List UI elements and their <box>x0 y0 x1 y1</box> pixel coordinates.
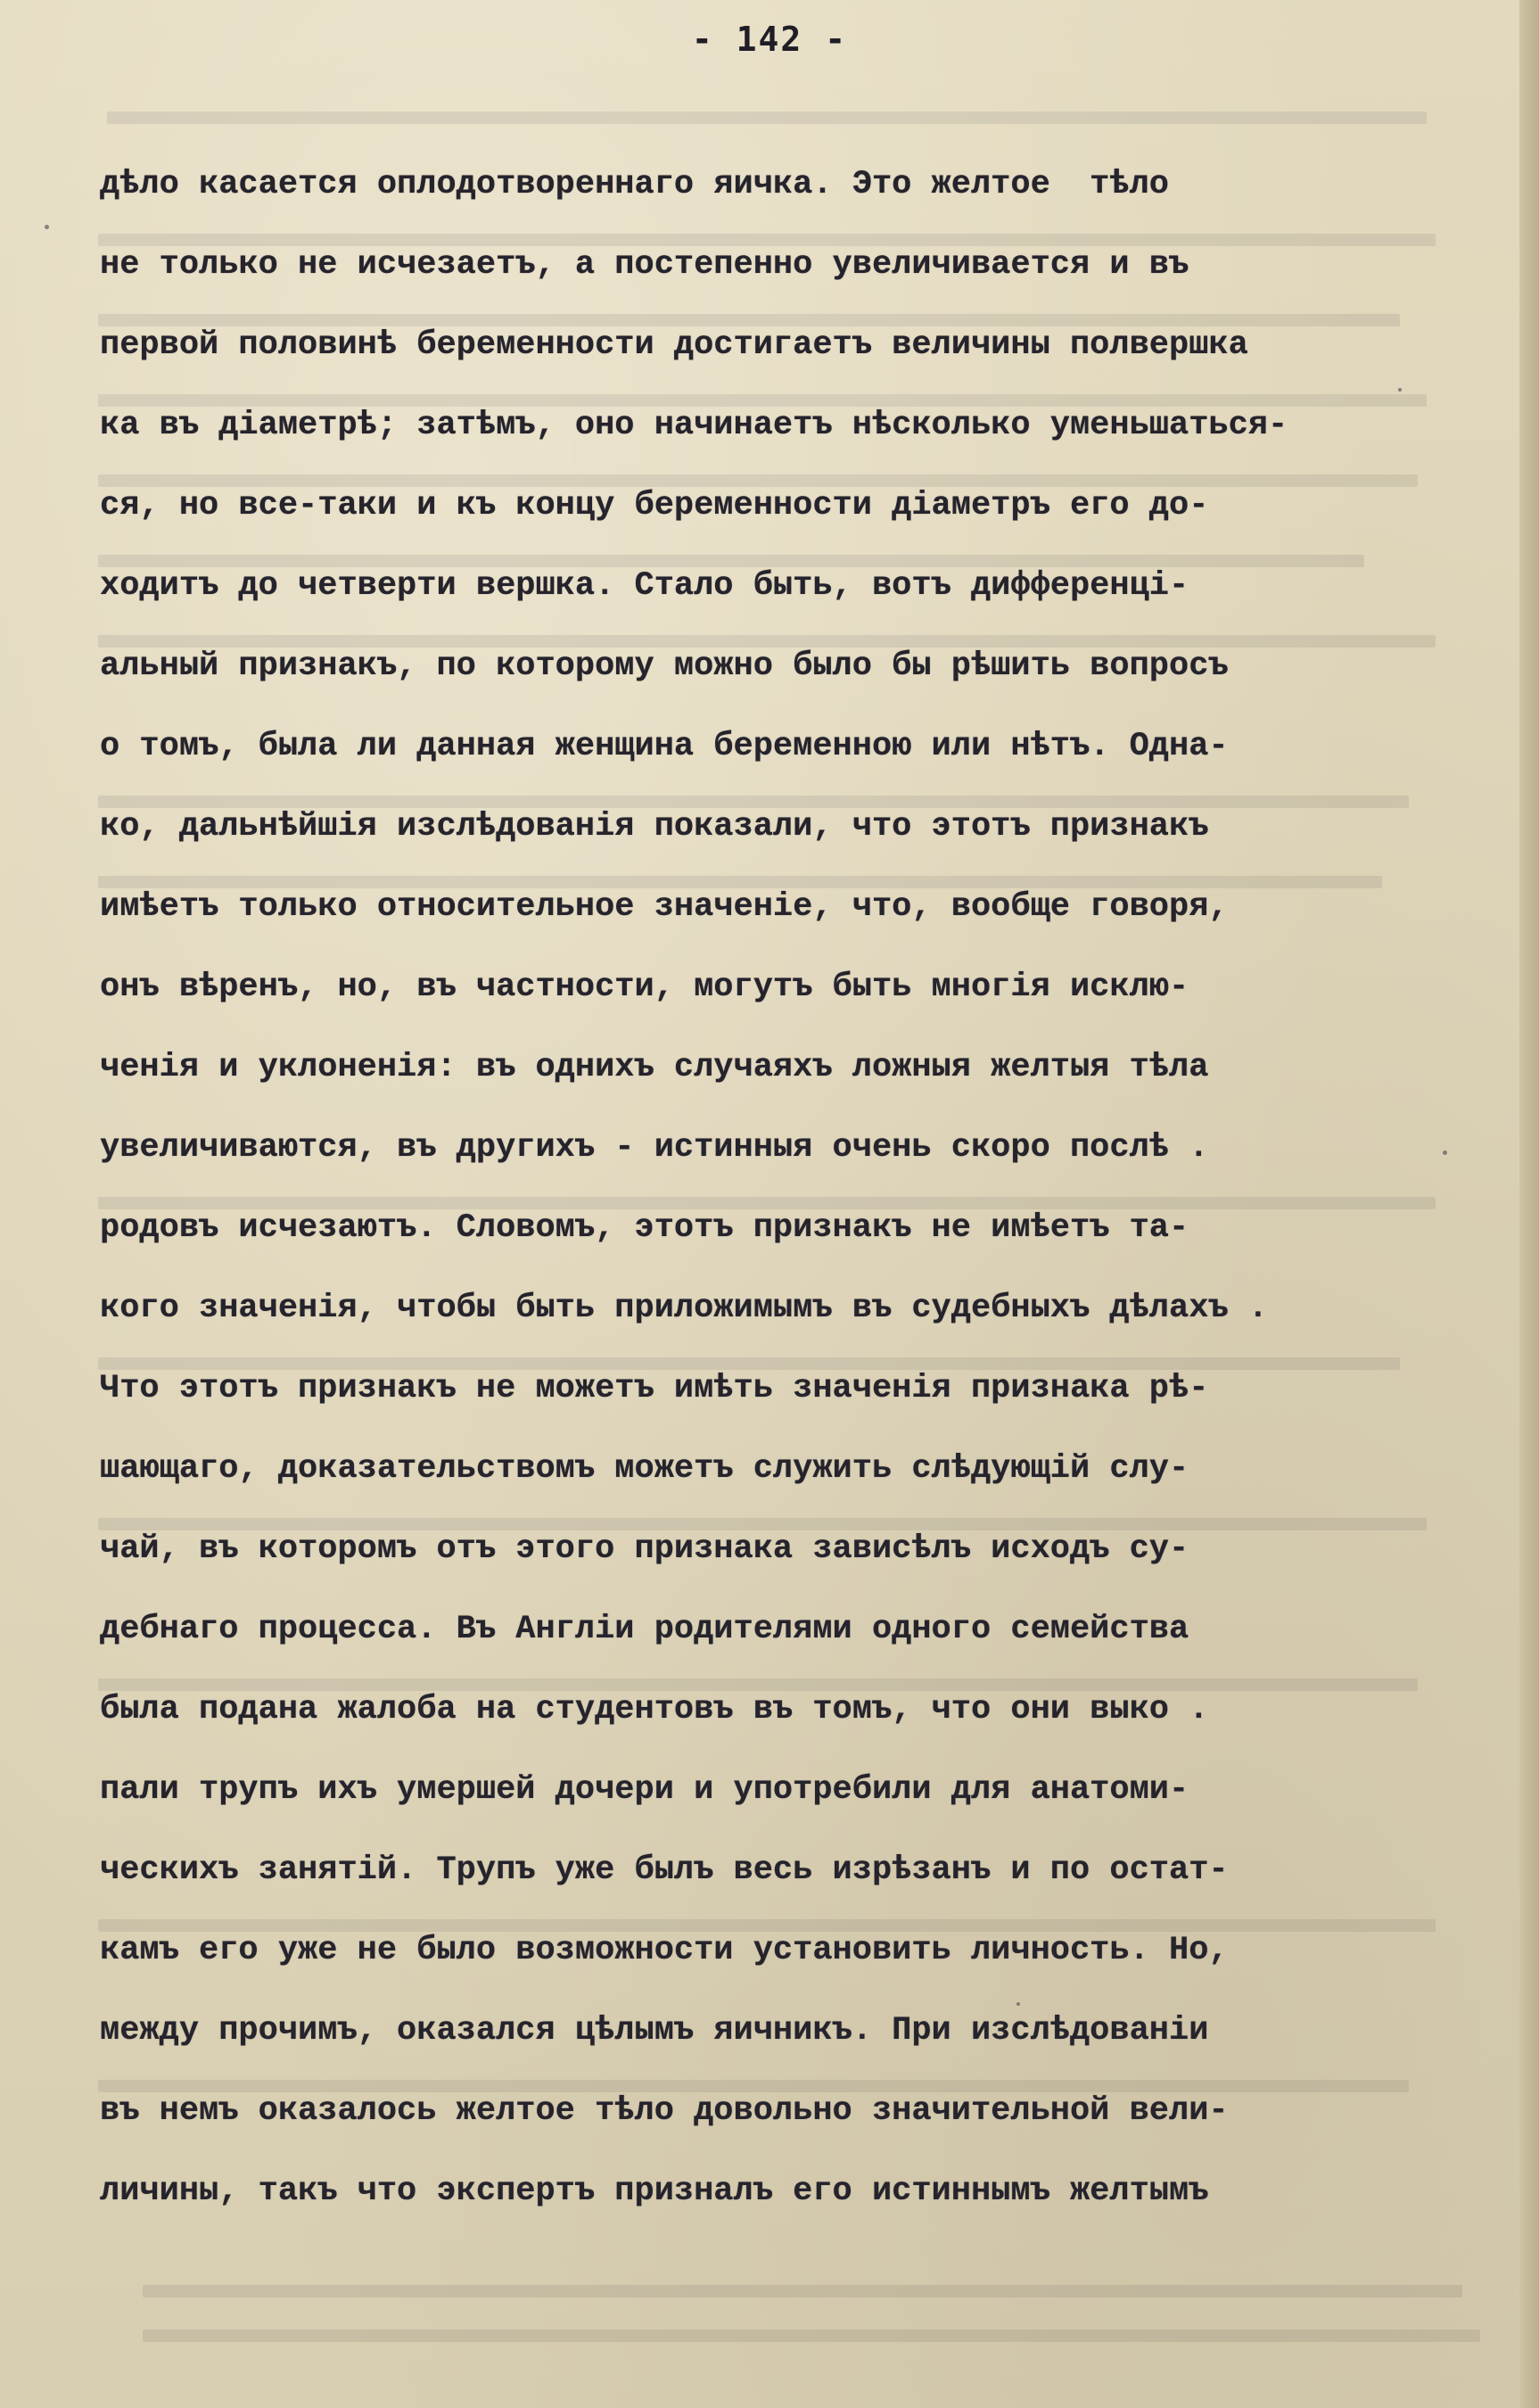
page-number: - 142 - <box>691 20 848 59</box>
text-line: пали трупъ ихъ умершей дочери и употребили для анатоми- <box>100 1771 1189 1809</box>
text-line: камъ его уже не было возможности установить личность. Но, <box>100 1932 1229 1969</box>
text-line: первой половинѣ беременности достигаетъ величины полвершка <box>100 326 1248 364</box>
text-line: имѣетъ только относительное значеніе, что, вообще говоря, <box>100 888 1229 926</box>
text-line: родовъ исчезаютъ. Словомъ, этотъ признакъ не имѣетъ та- <box>100 1209 1189 1247</box>
text-line: о томъ, была ли данная женщина беременною или нѣтъ. Однa- <box>100 728 1229 765</box>
text-line: дебнаго процесса. Въ Англіи родителями одного семейства <box>100 1611 1189 1648</box>
page-edge <box>1519 0 1539 2408</box>
text-line: ходитъ до четверти вершка. Стало быть, вотъ дифференці- <box>100 567 1189 605</box>
text-line: дѣло касается оплодотвореннаго яичка. Это желтое тѣло <box>100 166 1169 203</box>
text-line: не только не исчезаетъ, а постепенно увеличивается и въ <box>100 246 1189 284</box>
text-line: ко, дальнѣйшія изслѣдованія показали, что этотъ признакъ <box>100 808 1209 845</box>
text-line: въ немъ оказалось желтое тѣло довольно значительной вели- <box>100 2092 1229 2130</box>
paper-speck <box>45 225 49 229</box>
text-line: альный признакъ, по которому можно было бы рѣшить вопросъ <box>100 647 1229 685</box>
paper-speck <box>1443 1150 1447 1155</box>
text-line: личины, такъ что экспертъ призналъ его истиннымъ желтымъ <box>100 2173 1209 2210</box>
text-line: ческихъ занятій. Трупъ уже былъ весь изрѣзанъ и по остат- <box>100 1851 1229 1889</box>
text-line: между прочимъ, оказался цѣлымъ яичникъ. При изслѣдованіи <box>100 2012 1209 2049</box>
text-line: Что этотъ признакъ не можетъ имѣть значенія признака рѣ- <box>100 1370 1209 1407</box>
text-line: увеличиваются, въ другихъ - истинныя очень скоро послѣ . <box>100 1129 1209 1167</box>
text-line: чай, въ которомъ отъ этого признака зависѣлъ исходъ су- <box>100 1530 1189 1568</box>
text-line: ченія и уклоненія: въ однихъ случаяхъ ложныя желтыя тѣла <box>100 1049 1209 1086</box>
paper-speck <box>1398 388 1402 392</box>
text-line: шающаго, доказательствомъ можетъ служить слѣдующій слу- <box>100 1450 1189 1488</box>
text-line: ка въ діаметрѣ; затѣмъ, оно начинаетъ нѣсколько уменьшаться- <box>100 407 1288 444</box>
text-line: онъ вѣренъ, но, въ частности, могутъ быть многія исклю- <box>100 969 1189 1006</box>
body-text <box>100 144 1491 2231</box>
paper-speck <box>1016 2002 1020 2006</box>
text-line: ся, но все-таки и къ концу беременности діаметръ его до- <box>100 487 1209 524</box>
text-line: кого значенія, чтобы быть приложимымъ въ судебныхъ дѣлахъ . <box>100 1290 1269 1327</box>
text-line: была подана жалоба на студентовъ въ томъ, что они выко . <box>100 1691 1209 1728</box>
